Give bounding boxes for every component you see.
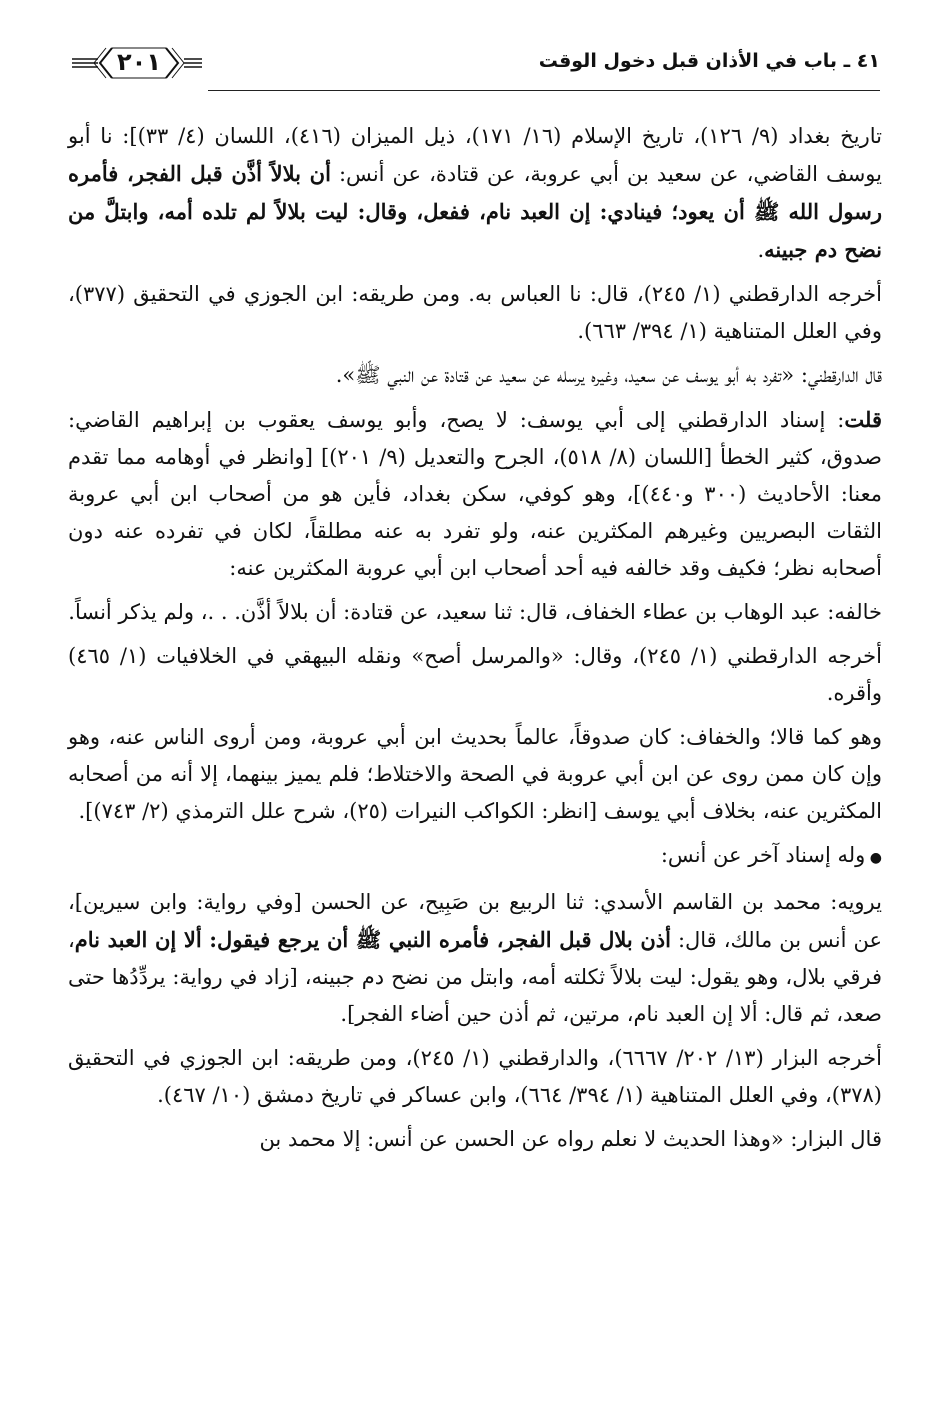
text-run: أخرجه البزار (١٣/ ٢٠٢/ ٦٦٦٧)، والدارقطني (١/ ٢٤٥)، ومن طريقه: ابن الجوزي في التحقيق (٣٧٨)، وفي العلل المتناهية (١/ ٣٩٤/ ٦٦٤)، وابن عساكر في تاريخ دمشق (١٠/ ٤٦٧). — [68, 1046, 882, 1107]
bullet-icon: ● — [865, 850, 882, 866]
paragraph — [68, 1040, 882, 1114]
text-run: وهو كما قالا؛ والخفاف: كان صدوقاً، عالماً بحديث ابن أبي عروبة، ومن أروى الناس عنه، وهو وإن كان ممن روى عن ابن أبي عروبة في الصحة والاختلاط؛ فلم يميز بينهما، إلا أنه من أصحابه المكثرين عنه، بخلاف أبي يوسف [انظر: الكواكب النيرات (٢٥)، شرح علل الترمذي (٢/ ٧٤٣)]. — [68, 725, 882, 823]
text-run: . — [757, 238, 765, 262]
text-run: تاريخ بغداد (٩/ ١٢٦)، تاريخ الإسلام (١٦/ ١٧١)، ذيل الميزان (٤١٦)، اللسان (٤/ ٣٣)]: نا أبو يوسف القاضي، عن سعيد بن أبي عروبة، عن قتادة، عن أنس: — [68, 124, 882, 186]
text-run: : إسناد الدارقطني إلى أبي يوسف: لا يصح، وأبو يوسف يعقوب بن إبراهيم القاضي: صدوق، كثير الخطأ [اللسان (٨/ ٥١٨)، الجرح والتعديل (٩/ ٢٠١)] [وانظر في أوهامه مما تقدم معنا: الأحاديث (٣٠٠ و٤٤٠)]، وهو كوفي، سكن بغداد، فأين هو من أصحاب ابن أبي عروبة الثقات البصريين وغيرهم المكثرين عنه، ولو تفرد به عنه مطلقاً، لكان في تفرده عنه دون أصحابه نظر؛ فكيف وقد خالفه فيه أحد أصحاب ابن أبي عروبة المكثرين عنه: — [68, 408, 882, 580]
text-run: أخرجه الدارقطني (١/ ٢٤٥)، قال: نا العباس به. ومن طريقه: ابن الجوزي في التحقيق (٣٧٧)، وفي العلل المتناهية (١/ ٣٩٤/ ٦٦٣). — [68, 282, 882, 343]
page-number: ٢٠١ — [117, 48, 161, 76]
paragraph — [68, 594, 882, 631]
paragraph — [68, 719, 882, 830]
bold-text: أن بلالاً أذَّن قبل الفجر، فأمره رسول الله ﷺ أن يعود؛ فينادي: إن العبد نام، ففعل، وقال: ليت بلالاً لم تلده أمه، وابتلَّ من نضح دم جبينه — [68, 161, 882, 262]
paragraph — [68, 884, 882, 1033]
bold-text: أذن بلال قبل الفجر، فأمره النبي ﷺ أن يرجع فيقول: ألا إن العبد نام — [74, 927, 671, 952]
page-header — [72, 40, 880, 104]
paragraph — [68, 357, 882, 394]
paragraph — [68, 1121, 882, 1158]
paragraph — [68, 401, 882, 587]
chapter-title: ٤١ ـ باب في الأذان قبل دخول الوقت — [538, 50, 880, 72]
header-divider — [208, 90, 880, 91]
text-run: وله إسناد آخر عن أنس: — [660, 843, 866, 867]
paragraph — [68, 837, 882, 877]
paragraph — [68, 118, 882, 269]
paragraph — [68, 638, 882, 712]
text-run: خالفه: عبد الوهاب بن عطاء الخفاف، قال: ثنا سعيد، عن قتادة: أن بلالاً أذَّن. . .، ولم يذكر أنساً. — [68, 600, 882, 624]
text-run: ، فرقي بلال، وهو يقول: ليت بلالاً ثكلته أمه، وابتل من نضح دم جبينه، [زاد في رواية: يردِّدُها حتى صعد، ثم قال: ألا إن العبد نام، مرتين، ثم أذن حين أضاء الفجر]. — [68, 928, 882, 1026]
page-body — [68, 118, 882, 1165]
bold-text: قلت — [844, 407, 882, 432]
text-run: أخرجه الدارقطني (١/ ٢٤٥)، وقال: «والمرسل أصح» ونقله البيهقي في الخلافيات (١/ ٤٦٥) وأقره. — [68, 644, 882, 705]
page-number-ornament — [72, 44, 202, 84]
paragraph — [68, 276, 882, 350]
text-run: قال الدارقطني: «تفرد به أبو يوسف عن سعيد، وغيره يرسله عن سعيد عن قتادة عن النبي ﷺ». — [335, 363, 882, 387]
text-run: يرويه: محمد بن القاسم الأسدي: ثنا الربيع بن صَبِيح، عن الحسن [وفي رواية: وابن سيرين]، عن أنس بن مالك، قال: — [68, 890, 882, 952]
text-run: قال البزار: «وهذا الحديث لا نعلم رواه عن الحسن عن أنس: إلا محمد بن — [259, 1127, 882, 1151]
